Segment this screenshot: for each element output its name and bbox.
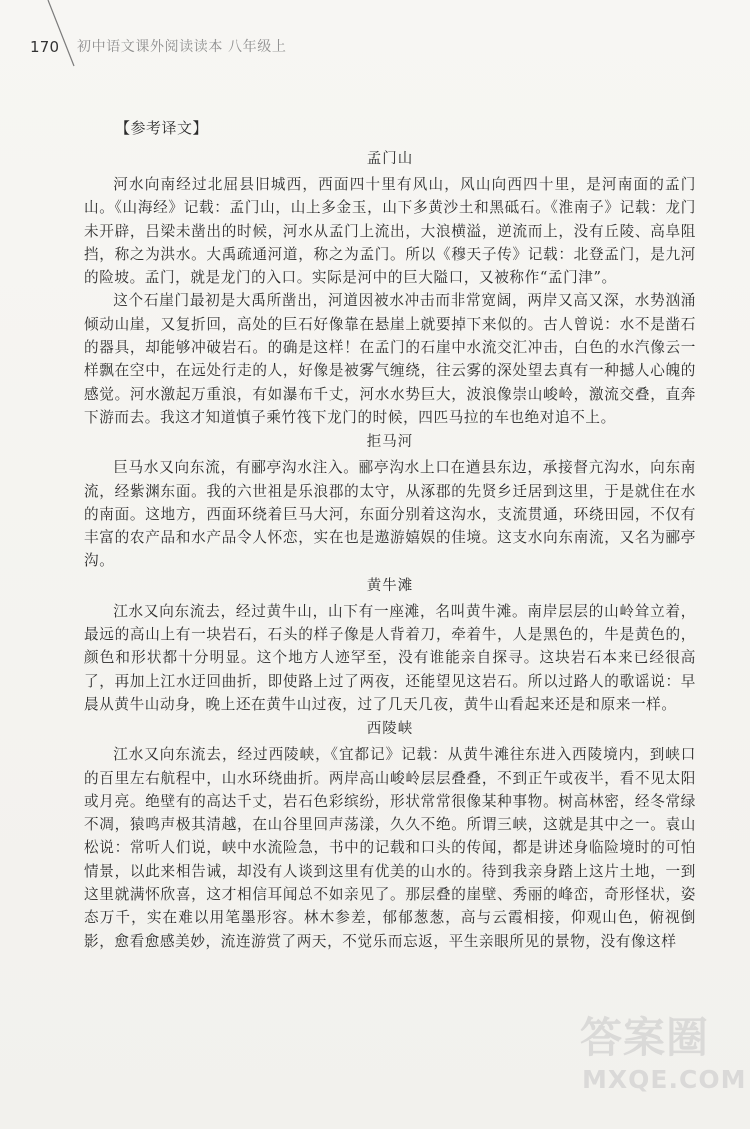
section-xiling xyxy=(84,718,696,953)
watermark xyxy=(572,999,747,1109)
page-header xyxy=(0,0,750,70)
watermark-en: MXQE.COM xyxy=(582,1065,747,1094)
main-content xyxy=(84,116,696,953)
section-title: 黄牛滩 xyxy=(366,577,414,594)
section-huangniu xyxy=(84,575,696,716)
paragraph: 河水向南经过北屈县旧城西，西面四十里有风山，风山向西四十里，是河南面的孟门山。《山海经》记载：孟门山，山上多金玉，山下多黄沙土和黑砥石。《淮南子》记载：龙门未开辟，吕梁未凿出的时候，河水从孟门上流出，大浪横溢，逆流而上，没有丘陵、高阜阻挡，称之为洪水。大禹疏通河道，称之为孟门。所以《穆天子传》记载：北登孟门，是九河的险坡。孟门，就是龙门的入口。实际是河中的巨大隘口，又被称作“孟门津”。 xyxy=(84,176,696,287)
watermark-cn: 答案圈 xyxy=(580,1013,710,1062)
paragraph: 巨马水又向东流，有郦亭沟水注入。郦亭沟水上口在遒县东边，承接督亢沟水，向东南流，经紫渊东面。我的六世祖是乐浪郡的太守，从涿郡的先贤乡迁居到这里，于是就住在水的南面。这地方，西面环绕着巨马大河，东面分别着这沟水，支流贯通，环绕田园，不仅有丰富的农产品和水产品令人怀恋，实在也是遨游嬉娱的佳境。这支水向东南流，又名为郦亭沟。 xyxy=(84,459,696,570)
section-mengmen xyxy=(84,148,696,429)
section-title: 孟门山 xyxy=(366,151,414,167)
section-title: 西陵峡 xyxy=(366,721,414,738)
reference-translation-tag: 【参考译文】 xyxy=(115,119,209,137)
header-divider-slash xyxy=(46,0,76,70)
page-number: 170 xyxy=(30,38,60,56)
paragraph: 这个石崖门最初是大禹所凿出，河道因被水冲击而非常宽阔，两岸又高又深，水势汹涌倾动山崖，又复折回，高处的巨石好像靠在悬崖上就要掉下来似的。古人曾说：水不是凿石的器具，却能够冲破岩石。的确是这样！在孟门的石崖中水流交汇冲击，白色的水汽像云一样飘在空中，在远处行走的人，好像是被雾气缠绕，往云雾的深处望去真有一种撼人心魄的感觉。河水激起万重浪，有如瀑布千丈，河水水势巨大，波浪像崇山峻岭，激流交叠，直奔下游而去。我这才知道慎子乘竹筏下龙门的时候，四匹马拉的车也绝对追不上。 xyxy=(84,292,696,426)
section-title: 拒马河 xyxy=(366,434,414,451)
paragraph: 江水又向东流去，经过西陵峡，《宜都记》记载：从黄牛滩往东进入西陵境内，到峡口的百里左右航程中，山水环绕曲折。两岸高山峻岭层层叠叠，不到正午或夜半，看不见太阳或月亮。绝壁有的高达千丈，岩石色彩缤纷，形状常常很像某种事物。树高林密，经冬常绿不凋，猿鸣声极其清越，在山谷里回声荡漾，久久不绝。所谓三峡，这就是其中之一。袁山松说：常听人们说，峡中水流险急，书中的记载和口头的传闻，都是讲述身临险境时的可怕情景，以此来相告诫，却没有人谈到这里有优美的山水的。待到我亲身踏上这片土地，一到这里就满怀欣喜，这才相信耳闻总不如亲见了。那层叠的崖壁、秀丽的峰峦，奇形怪状，姿态万千，实在难以用笔墨形容。林木参差，郁郁葱葱，高与云霞相接，仰观山色，俯视倒影，愈看愈感美妙，流连游赏了两天，不觉乐而忘返，平生亲眼所见的景物，没有像这样 xyxy=(84,746,696,950)
book-title: 初中语文课外阅读读本 八年级上 xyxy=(77,39,287,55)
paragraph: 江水又向东流去，经过黄牛山，山下有一座滩，名叫黄牛滩。南岸层层的山岭耸立着，最远的高山上有一块岩石，石头的样子像是人背着刀，牵着牛，人是黑色的，牛是黄色的，颜色和形状都十分明显。这个地方人迹罕至，没有谁能亲自探寻。这块岩石本来已经很高了，再加上江水迂回曲折，即使路上过了两夜，还能望见这岩石。所以过路人的歌谣说：早晨从黄牛山动身，晚上还在黄牛山过夜，过了几天几夜，黄牛山看起来还是和原来一样。 xyxy=(84,602,696,713)
section-juma xyxy=(84,431,696,572)
